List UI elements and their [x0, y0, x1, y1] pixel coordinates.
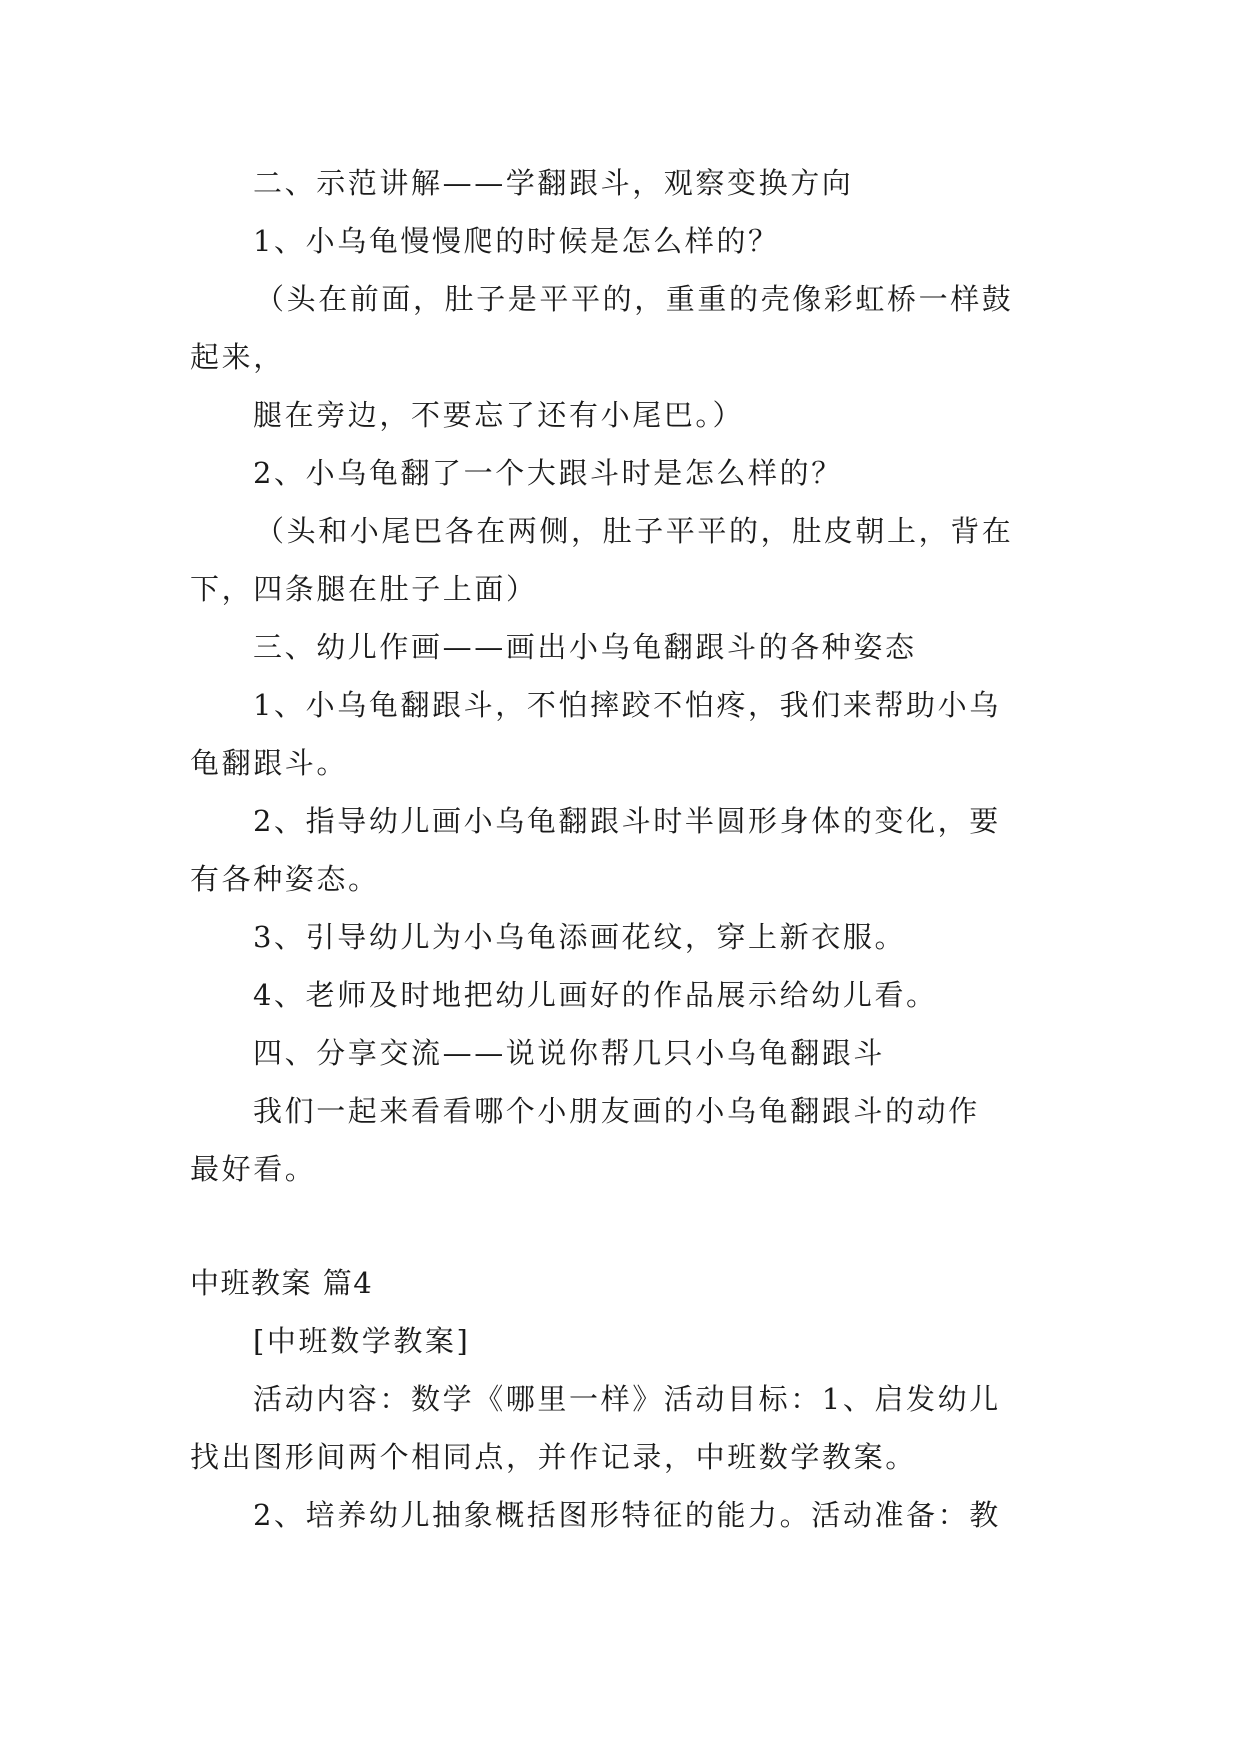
paragraph-line: 1、小乌龟翻跟斗，不怕摔跤不怕疼，我们来帮助小乌 — [253, 688, 1001, 722]
section-heading-drawing: 三、幼儿作画——画出小乌龟翻跟斗的各种姿态 — [253, 630, 917, 664]
lesson-plan-title: 中班教案 篇4 — [190, 1266, 374, 1300]
paragraph-line: 最好看。 — [190, 1152, 317, 1186]
paragraph-line: 下，四条腿在肚子上面） — [190, 572, 538, 606]
paragraph-line: 活动内容：数学《哪里一样》活动目标：1、启发幼儿 — [253, 1382, 1001, 1416]
paragraph-line: 2、指导幼儿画小乌龟翻跟斗时半圆形身体的变化，要 — [253, 804, 1001, 838]
section-heading-sharing: 四、分享交流——说说你帮几只小乌龟翻跟斗 — [253, 1036, 886, 1070]
paragraph-line: 1、小乌龟慢慢爬的时候是怎么样的？ — [253, 224, 780, 258]
paragraph-line: 龟翻跟斗。 — [190, 746, 349, 780]
paragraph-line: 腿在旁边，不要忘了还有小尾巴。） — [253, 398, 745, 432]
paragraph-line: （头在前面，肚子是平平的，重重的壳像彩虹桥一样鼓 — [255, 282, 1014, 316]
paragraph-line: 起来， — [190, 340, 285, 374]
lesson-plan-subtitle: [中班数学教案] — [253, 1324, 471, 1358]
paragraph-line: 我们一起来看看哪个小朋友画的小乌龟翻跟斗的动作 — [253, 1094, 980, 1128]
section-heading-demo: 二、示范讲解——学翻跟斗，观察变换方向 — [253, 166, 854, 200]
paragraph-line: 2、培养幼儿抽象概括图形特征的能力。活动准备：教 — [253, 1498, 1001, 1532]
paragraph-line: 有各种姿态。 — [190, 862, 380, 896]
paragraph-line: 找出图形间两个相同点，并作记录，中班数学教案。 — [190, 1440, 917, 1474]
paragraph-line: 4、老师及时地把幼儿画好的作品展示给幼儿看。 — [253, 978, 938, 1012]
paragraph-line: 3、引导幼儿为小乌龟添画花纹，穿上新衣服。 — [253, 920, 907, 954]
paragraph-line: 2、小乌龟翻了一个大跟斗时是怎么样的？ — [253, 456, 843, 490]
paragraph-line: （头和小尾巴各在两侧，肚子平平的，肚皮朝上，背在 — [255, 514, 1014, 548]
